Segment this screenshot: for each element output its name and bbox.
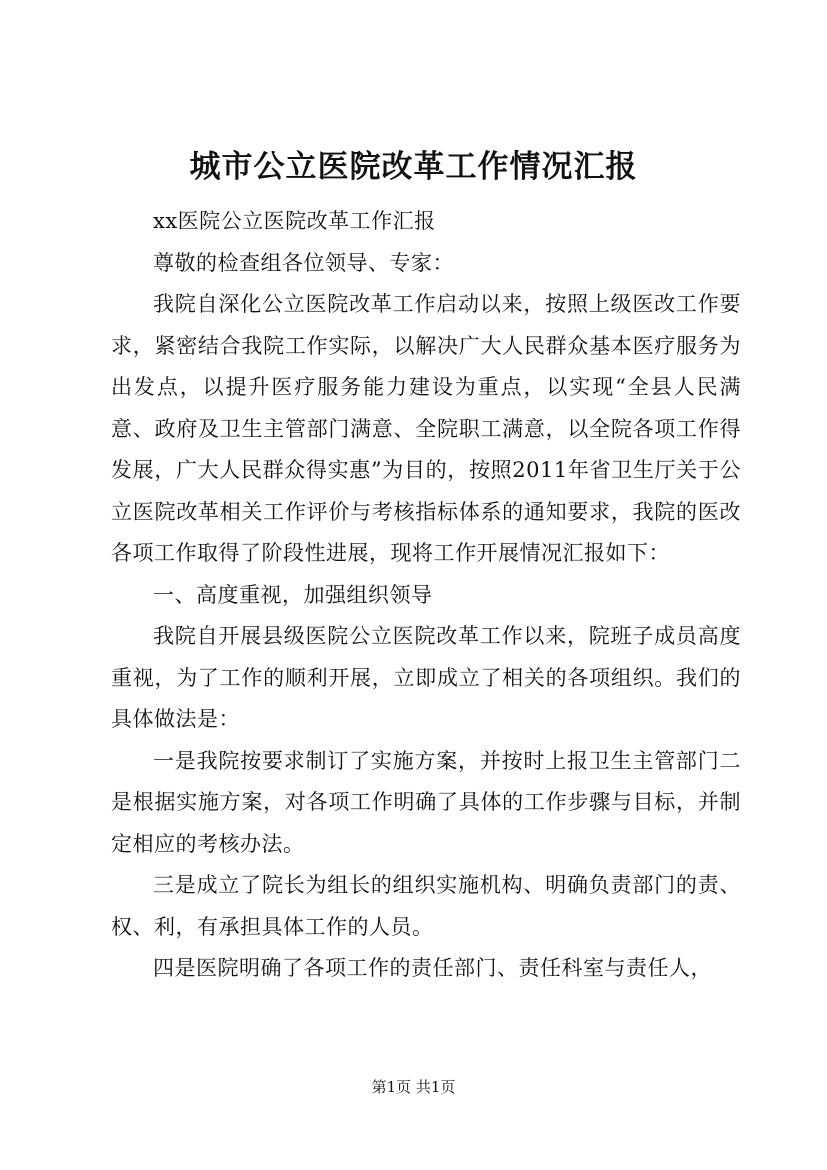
paragraph-item-4: 四是医院明确了各项工作的责任部门、责任科室与责任人， [153, 956, 712, 980]
paragraph-section-1: 我院自开展县级医院公立医院改革工作以来，院班子成员高度重视，为了工作的顺利开展，立即成立了相关的各项组织。我们的具体做法是： [111, 624, 741, 731]
document-title: 城市公立医院改革工作情况汇报 [189, 149, 638, 185]
paragraph-item-3: 三是成立了院长为组长的组织实施机构、明确负责部门的责、权、利，有承担具体工作的人员。 [111, 873, 741, 939]
paragraph-intro: 我院自深化公立医院改革工作启动以来，按照上级医改工作要求，紧密结合我院工作实际，以解决广大人民群众基本医疗服务为出发点，以提升医疗服务能力建设为重点，以实现“全县人民满意、政府及卫生主管部门满意、全院职工满意，以全院各项工作得发展，广大人民群众得实惠”为目的，按照2011年省卫生厅关于公立医院改革相关工作评价与考核指标体系的通知要求，我院的医改各项工作取得了阶段性进展，现将工作开展情况汇报如下： [111, 292, 741, 565]
section-heading-1: 一、高度重视，加强组织领导 [153, 582, 433, 607]
document-body [111, 201, 741, 990]
page-footer: 第1页 共1页 [371, 1078, 456, 1096]
paragraph-item-1-2: 一是我院按要求制订了实施方案，并按时上报卫生主管部门二是根据实施方案，对各项工作明确了具体的工作步骤与目标，并制定相应的考核办法。 [111, 748, 741, 856]
paragraph-subtitle: xx医院公立医院改革工作汇报 [153, 209, 436, 233]
paragraph-salutation: 尊敬的检查组各位领导、专家： [153, 250, 454, 275]
